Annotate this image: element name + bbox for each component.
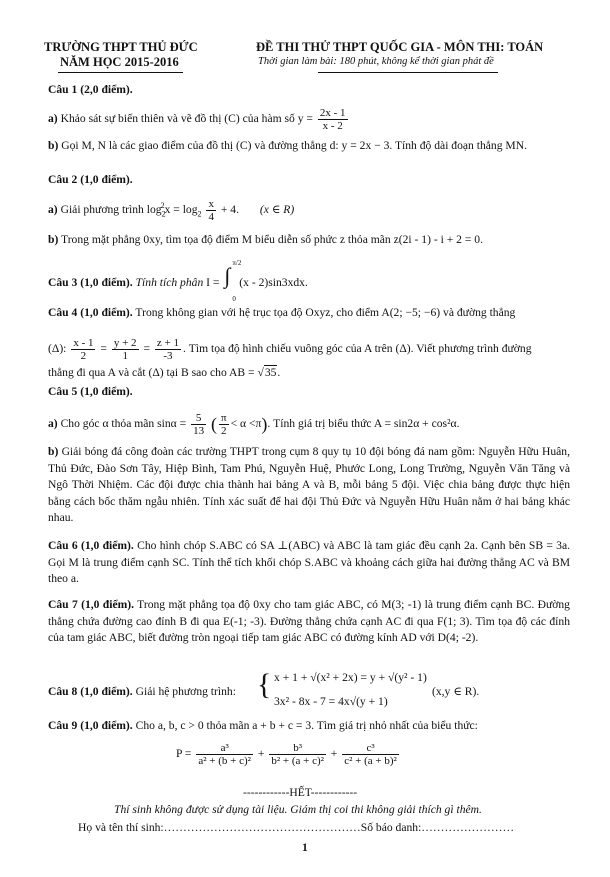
- q8-brace: {: [257, 668, 272, 701]
- q7-label: Câu 7 (1,0 điểm).: [48, 598, 135, 611]
- q3-integrand: (x - 2)sin3xdx.: [239, 276, 308, 289]
- q1-a-lhs: y =: [297, 112, 313, 126]
- q5-label: Câu 5 (1,0 điểm).: [48, 385, 133, 398]
- q9-label: Câu 9 (1,0 điểm).: [48, 719, 133, 732]
- q2-b-formula: z(2i - 1) - i + 2 = 0.: [393, 233, 483, 246]
- exam-note: Thí sinh không được sử dụng tài liệu. Giám thị coi thi không giải thích gì thêm.: [114, 803, 482, 816]
- q4-line3: thẳng đi qua A và cắt (Δ) tại B sao cho AB = √35.: [48, 366, 281, 379]
- exam-time-note: Thời gian làm bài: 180 phút, không kể thời gian phát đề: [258, 56, 494, 67]
- q4-label: Câu 4 (1,0 điểm).: [48, 306, 133, 319]
- q8-intro: Câu 8 (1,0 điểm). Giải hệ phương trình:: [48, 685, 236, 698]
- q7: Câu 7 (1,0 điểm). Trong mặt phẳng tọa độ 0xy cho tam giác ABC, có M(3; -1) là trung điểm cạnh BC. Đường thẳng chứa đường cao đỉnh B đi qua E(-1; -3). Đường thẳng chứa cạnh AC đi qua F(1; 3). Tìm tọa độ các đỉnh của tam giác ABC, biết đường tròn ngoại tiếp tam giác ABC có đường kính AD với D(4; -2).: [48, 598, 570, 644]
- q8-domain: (x,y ∈ R).: [432, 685, 480, 698]
- q8-eq2: 3x² - 8x - 7 = 4x√(y + 1): [274, 695, 388, 708]
- q1-b-text: Gọi M, N là các giao điểm của đồ thị (C) và đường thẳng d: y = 2x − 3. Tính độ dài đoạn thẳng MN.: [61, 139, 527, 152]
- q5-b-text: Giải bóng đá công đoàn các trường THPT trong cụm 8 quy tụ 10 đội bóng đá nam gồm: Nguyễn Hữu Huân, Thủ Đức, Đào Sơn Tây, Hiệp Bình, Tam Phú, Nguyễn Huệ, Phước Long, Long Trường, Nguyễn Văn Tăng và Ngô Thời Nhiệm. Các đội được chia thành hai bảng A và B, mỗi bảng 5 đội. Việc chia bảng được thực hiện bằng cách bốc thăm ngẫu nhiên. Tính xác suất để hai đội Thủ Đức và Nguyễn Hữu Huân nằm ở hai bảng khác nhau.: [48, 445, 571, 524]
- q3-text: Tính tích phân: [135, 276, 204, 289]
- q3-integral-sign: ∫ π/2 0: [224, 258, 242, 303]
- school-year: NĂM HỌC 2015-2016: [60, 55, 179, 69]
- q4-line1: Câu 4 (1,0 điểm). Trong không gian với hệ trục tọa độ Oxyz, cho điểm A(2; −5; −6) và đường thẳng: [48, 306, 516, 319]
- q1-a-label: a): [48, 112, 58, 126]
- q5-part-b: b) Giải bóng đá công đoàn các trường THPT trong cụm 8 quy tụ 10 đội bóng đá nam gồm: Nguyễn Hữu Huân, Thủ Đức, Đào Sơn Tây, Hiệp Bình, Tam Phú, Nguyễn Huệ, Phước Long, Long Trường, Nguyễn Văn Tăng và Ngô Thời Nhiệm. Các đội được chia thành hai bảng A và B, mỗi bảng 5 đội. Việc chia bảng được thực hiện bằng cách bốc thăm ngẫu nhiên. Tính xác suất để hai đội Thủ Đức và Nguyễn Hữu Huân nằm ở hai bảng khác nhau.: [48, 445, 571, 524]
- header-underline-right: [318, 72, 498, 73]
- q8-label: Câu 8 (1,0 điểm).: [48, 685, 133, 698]
- exam-title: ĐỀ THI THỬ THPT QUỐC GIA - MÔN THI: TOÁN: [256, 40, 544, 54]
- q2-part-a: a) Giải phương trình $\log_2^2x = \log_2$ $\frac{x}{4}$ + 4. (x ∈ R): [48, 198, 295, 223]
- q1-a-fraction: $\frac{2x - 1}{x - 2}$: [319, 107, 346, 132]
- q3: Câu 3 (1,0 điểm). Tính tích phân I = ∫ π/2 0 (x - 2)sin3xdx.: [48, 258, 308, 303]
- q9-intro: Câu 9 (1,0 điểm). Cho a, b, c > 0 thỏa mãn a + b + c = 3. Tìm giá trị nhỏ nhất của biểu thức:: [48, 719, 478, 732]
- q4-line2: (Δ): $\frac{x - 1}{2}$ = $\frac{y + 2}{1}$ = $\frac{z + 1}{-3}$ . Tìm tọa độ hình chiếu vuông góc của A trên (Δ). Viết phương trình đường: [48, 337, 532, 362]
- q2-part-b: b) Trong mặt phẳng 0xy, tìm tọa độ điểm M biểu diễn số phức z thỏa mãn z(2i - 1) - i + 2 = 0.: [48, 233, 483, 246]
- q6: Câu 6 (1,0 điểm). Cho hình chóp S.ABC có SA ⊥(ABC) và ABC là tam giác đều cạnh 2a. Cạnh bên SB = 3a. Gọi M là trung điểm cạnh SC. Tính thể tích khối chóp S.ABC và khoảng cách giữa hai đường thẳng AC và BM theo a.: [48, 539, 570, 585]
- q8-eq1: x + 1 + √(x² + 2x) = y + √(y² - 1): [274, 671, 427, 684]
- q1-part-b: b) Gọi M, N là các giao điểm của đồ thị (C) và đường thẳng d: y = 2x − 3. Tính độ dài đoạn thẳng MN.: [48, 139, 527, 152]
- candidate-info-line: Họ và tên thí sinh:……………………………………………Số báo danh:……………………: [78, 821, 515, 834]
- end-mark: ------------HẾT------------: [243, 786, 358, 799]
- q1-a-text: Khảo sát sự biến thiên và vẽ đồ thị (C) của hàm số: [60, 112, 295, 126]
- q5-part-a: a) Cho góc α thỏa mãn sinα = $\frac{5}{13}$ ( $\frac{\pi}{2}$ < α <π). Tính giá trị biểu thức A = sin2α + cos²α.: [48, 412, 460, 437]
- q2-a-domain: (x ∈ R): [259, 203, 295, 217]
- q1-label: Câu 1 (2,0 điểm).: [48, 83, 133, 96]
- q2-label: Câu 2 (1,0 điểm).: [48, 173, 133, 186]
- q1-part-a: [48, 107, 350, 132]
- q3-label: Câu 3 (1,0 điểm).: [48, 276, 133, 289]
- q9-expression: P = $\frac{\text{a³}}{\text{a² + (b + c)²}}$ + $\frac{\text{b³}}{\text{b² + (a + c)²}}$ + $\frac{\text{c³}}{\text{c² + (a + b)²}}$: [176, 742, 397, 767]
- q6-label: Câu 6 (1,0 điểm).: [48, 539, 134, 552]
- header-underline-left: [58, 72, 183, 73]
- school-name: TRƯỜNG THPT THỦ ĐỨC: [44, 40, 198, 54]
- page-number: 1: [302, 841, 308, 854]
